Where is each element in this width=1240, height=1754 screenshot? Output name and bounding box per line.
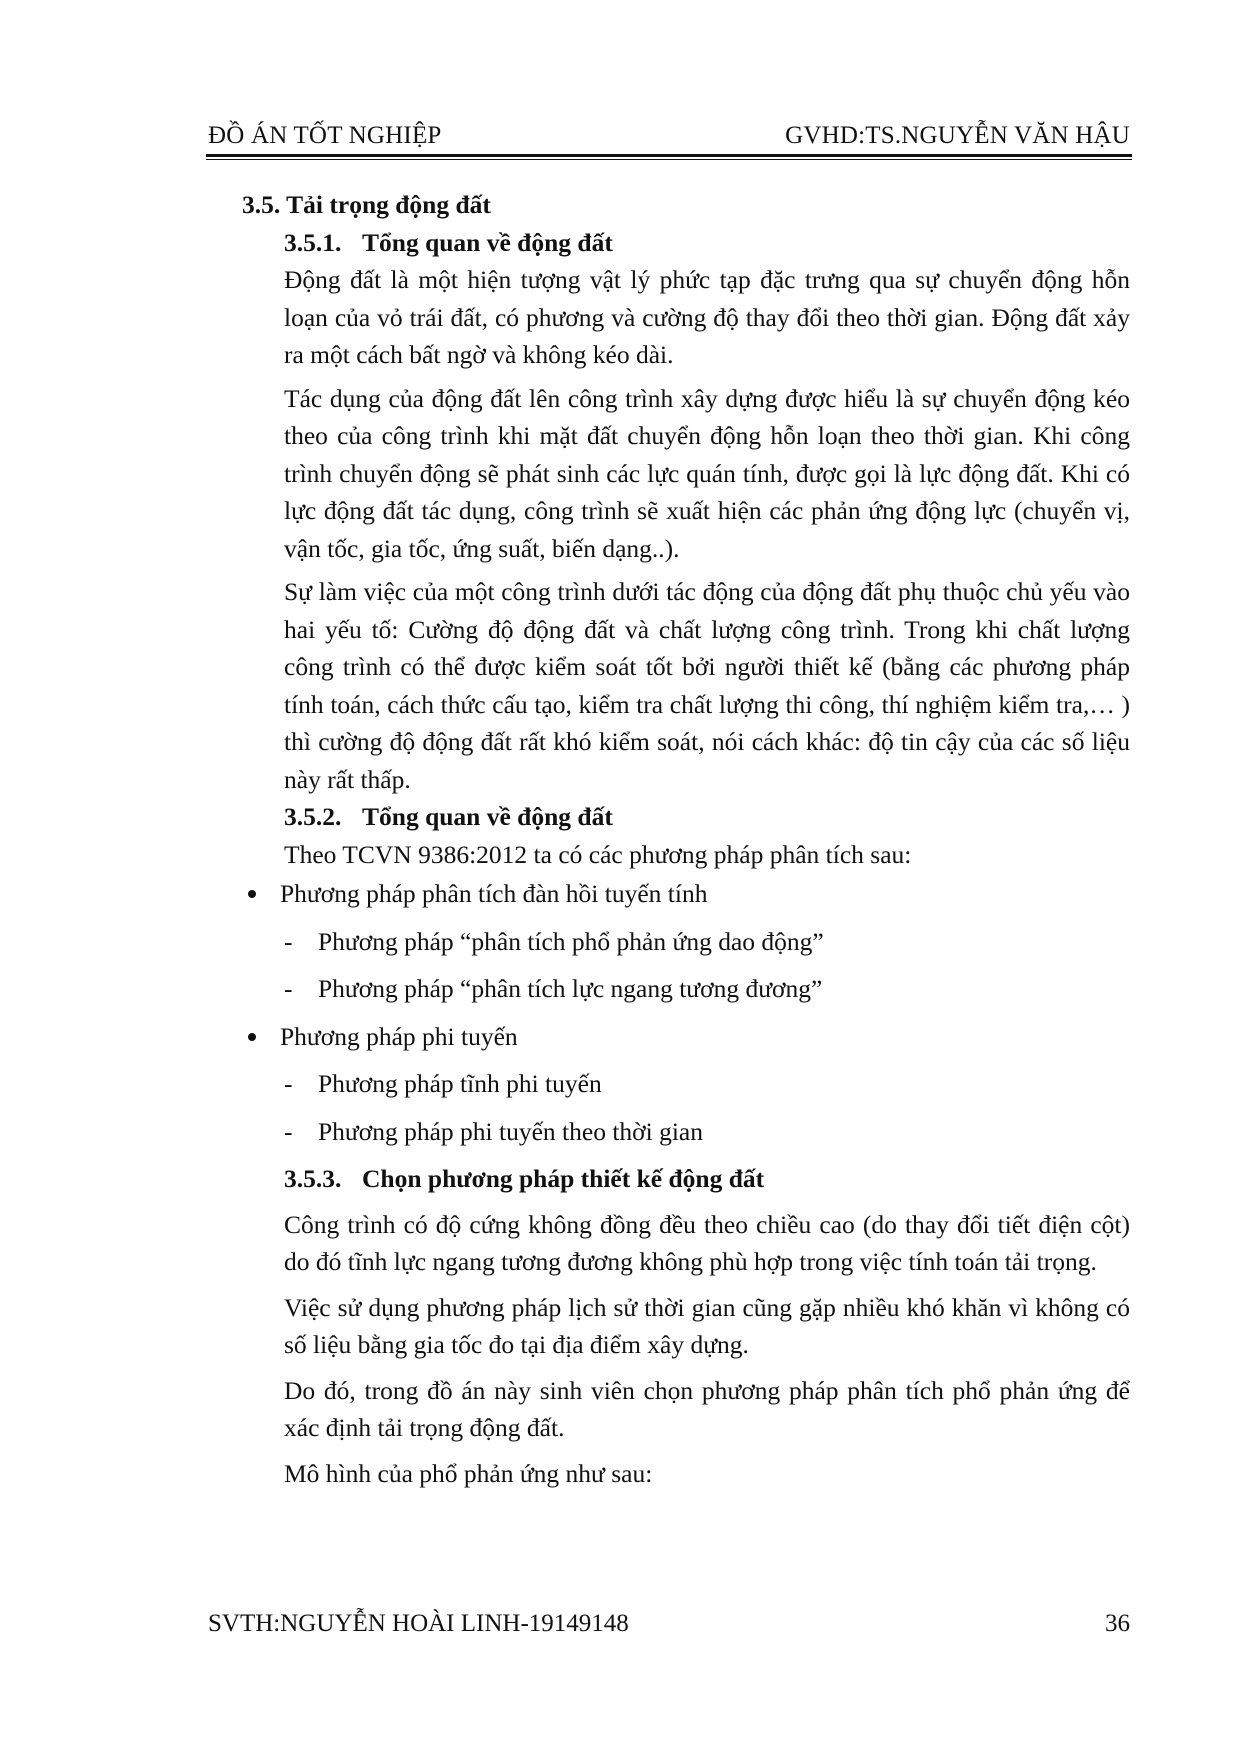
dash-item	[242, 970, 1130, 1008]
dash-item	[242, 1113, 1130, 1151]
dash-item	[242, 923, 1130, 961]
header-advisor: GVHD:TS.NGUYỄN VĂN HẬU	[785, 122, 1130, 149]
dash-item-label: Phương pháp “phân tích phổ phản ứng dao động”	[318, 926, 824, 956]
paragraph: Động đất là một hiện tượng vật lý phức tạp đặc trưng qua sự chuyển động hỗn loạn của vỏ trái đất, có phương và cường độ thay đổi theo thời gian. Động đất xảy ra một cách bất ngờ và không kéo dài.	[284, 265, 1130, 369]
paragraph: Do đó, trong đồ án này sinh viên chọn phương pháp phân tích phổ phản ứng để xác định tải trọng động đất.	[284, 1375, 1130, 1442]
dash-item	[242, 1065, 1130, 1103]
subsection-number: 3.5.2.	[284, 802, 342, 831]
dash-mark: -	[284, 926, 293, 956]
subsection-title: Chọn phương pháp thiết kế động đất	[362, 1164, 765, 1193]
subsection-heading-3-5-1	[242, 224, 1130, 262]
paragraph: Sự làm việc của một công trình dưới tác động của động đất phụ thuộc chủ yếu vào hai yếu tố: Cường độ động đất và chất lượng công trình. Trong khi chất lượng công trình có thể được kiểm soát tốt bởi người thiết kế (bằng các phương pháp tính toán, cách thức cấu tạo, kiểm tra chất lượng thi công, thí nghiệm kiểm tra,… ) thì cường độ động đất rất khó kiểm soát, nói cách khác: độ tin cậy của các số liệu này rất thấp.	[284, 577, 1130, 794]
section-title: 3.5. Tải trọng động đất	[242, 190, 491, 219]
dash-mark: -	[284, 974, 293, 1003]
dash-item-label: Phương pháp “phân tích lực ngang tương đương”	[318, 974, 823, 1003]
dash-item-label: Phương pháp phi tuyến theo thời gian	[318, 1116, 704, 1146]
bullet-dot-icon	[248, 890, 256, 898]
subsection-title: Tổng quan về động đất	[362, 227, 613, 257]
subsection-number: 3.5.3.	[284, 1164, 342, 1193]
bullet-label: Phương pháp phân tích đàn hồi tuyến tính	[280, 879, 708, 908]
header-left-title: ĐỒ ÁN TỐT NGHIỆP	[208, 122, 442, 149]
subsection-title: Tổng quan về động đất	[362, 802, 613, 831]
subsection-heading-3-5-2	[242, 798, 1130, 836]
subsection-number: 3.5.1.	[284, 227, 342, 257]
footer-student: SVTH:NGUYỄN HOÀI LINH-19149148	[208, 1610, 629, 1637]
paragraph: Công trình có độ cứng không đồng đều theo chiều cao (do thay đổi tiết điện cột) do đó tĩnh lực ngang tương đương không phù hợp trong việc tính toán tải trọng.	[284, 1209, 1130, 1276]
header-rule	[206, 154, 1132, 157]
subsection-heading-3-5-3	[242, 1160, 1130, 1198]
bullet-dot-icon	[248, 1033, 256, 1041]
paragraph: Việc sử dụng phương pháp lịch sử thời gian cũng gặp nhiều khó khăn vì không có số liệu bằng gia tốc đo tại địa điểm xây dựng.	[284, 1292, 1130, 1359]
document-body	[242, 186, 1130, 1492]
bullet-item	[242, 875, 1130, 913]
paragraph: Tác dụng của động đất lên công trình xây dựng được hiểu là sự chuyển động kéo theo của công trình khi mặt đất chuyển động hỗn loạn theo thời gian. Khi công trình chuyển động sẽ phát sinh các lực quán tính, được gọi là lực động đất. Khi có lực động đất tác dụng, công trình sẽ xuất hiện các phản ứng động lực (chuyển vị, vận tốc, gia tốc, ứng suất, biến dạng..).	[284, 383, 1130, 563]
paragraph: Theo TCVN 9386:2012 ta có các phương pháp phân tích sau:	[284, 839, 912, 869]
bullet-label: Phương pháp phi tuyến	[280, 1021, 518, 1051]
dash-item-label: Phương pháp tĩnh phi tuyến	[318, 1069, 602, 1098]
header-rule-thin	[206, 159, 1132, 160]
page-number: 36	[1105, 1610, 1130, 1637]
dash-mark: -	[284, 1069, 293, 1098]
page-header	[208, 122, 1130, 152]
dash-mark: -	[284, 1116, 293, 1146]
paragraph: Mô hình của phổ phản ứng như sau:	[284, 1458, 653, 1488]
bullet-item	[242, 1018, 1130, 1056]
